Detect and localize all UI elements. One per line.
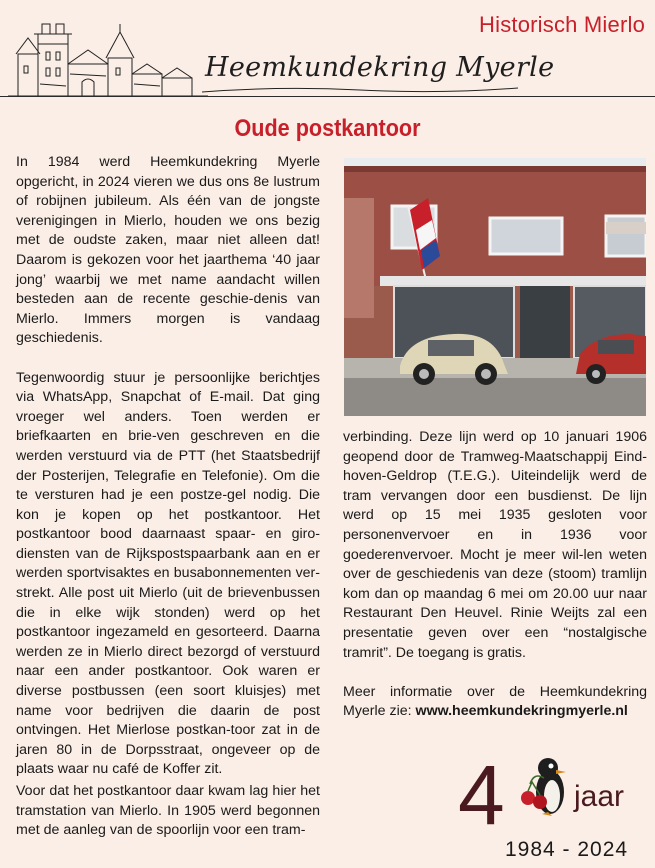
castle-drawing-icon xyxy=(8,14,208,98)
penguin-cherry-icon xyxy=(458,750,578,840)
more-info-text: Meer informatie over de Heemkundekring Myerle zie: xyxy=(343,683,647,720)
anniversary-years: 1984 - 2024 xyxy=(505,838,629,861)
right-column xyxy=(343,428,647,742)
anniversary-logo xyxy=(458,750,578,845)
paragraph-tram-start: Voor dat het postkantoor daar kwam lag hier het tramstation van Mierlo. In 1905 werd begonnen met de aanleg van de spoorlijn voor een tram- xyxy=(16,783,320,839)
header-divider xyxy=(0,96,655,97)
left-column xyxy=(16,153,320,860)
society-name: Heemkundekring Myerle xyxy=(205,52,555,83)
post-office-photo xyxy=(344,158,646,416)
logo-number: 4 xyxy=(458,750,505,840)
article-title: Oude postkantoor xyxy=(234,115,421,142)
paragraph-intro: In 1984 werd Heemkundekring Myerle opgericht, in 2024 vieren we dus ons 8e lustrum of robijnen jubileum. Als één van de jongste verenigingen in Mierlo, houden we ons bezig met de oudste zaken, maar niet alleen dat! Daarom is gekozen voor het jaarthema ‘40 jaar jong’ waarbij we met name aandacht willen besteden aan de recente geschie-denis van Mierlo. Immers morgen is vandaag geschiedenis. xyxy=(16,154,320,347)
paragraph-tram: verbinding. Deze lijn werd op 10 januari 1906 geopend door de Tramweg-Maatschappij Eind-hoven-Geldrop (T.E.G.). Uiteindelijk werd de tram vervangen door een busdienst. De lijn werd op 15 mei 1935 gesloten voor personenvervoer en in 1936 voor goederenvervoer. Mocht je meer wil-len weten over de geschiedenis van deze (stoom) tramlijn kom dan op maandag 6 mei om 20.00 uur naar Restaurant Den Heuvel. Rinie Weijts zal een presentatie geven over een “nostalgische tramrit”. De toegang is gratis. xyxy=(343,429,647,661)
more-info xyxy=(343,683,647,722)
website-link[interactable]: www.heemkundekringmyerle.nl xyxy=(415,703,628,720)
swash-underline-icon xyxy=(200,84,520,96)
page-header xyxy=(0,0,655,100)
header-top-title: Historisch Mierlo xyxy=(479,12,645,37)
paragraph-post: Tegenwoordig stuur je persoonlijke berichtjes via WhatsApp, Snapchat of E-mail. Dat ging vroeger wel anders. Toen werden er briefkaarten en brie-ven geschreven en die werden verstuurd via de PTT (het Staatsbedrijf der Posterijen, Telegrafie en Telefonie). Om die te versturen had je een postze-gel nodig. Die kon je kopen op het postkantoor. Het postkantoor bood daarnaast spaar- en giro-diensten van de Rijkspostspaarbank aan en er werden sportvisaktes en busabonnementen ver-strekt. Alle post uit Mierlo (uit de brievenbussen die in elke wijk stonden) werd op het postkantoor ingezameld en gesorteerd. Daarna werden ze in Mierlo direct bezorgd of verstuurd naar een ander postkantoor. Ook waren er diverse postbussen (een soort kluisjes) met name voor bedrijven die daarin de post ontvingen. Het Mierlose postkan-toor zat in de jaren 80 in de Dorpsstraat, ongeveer op de plaats waar nu café de Koffer zit. xyxy=(16,369,320,778)
logo-word: jaar xyxy=(574,780,625,813)
